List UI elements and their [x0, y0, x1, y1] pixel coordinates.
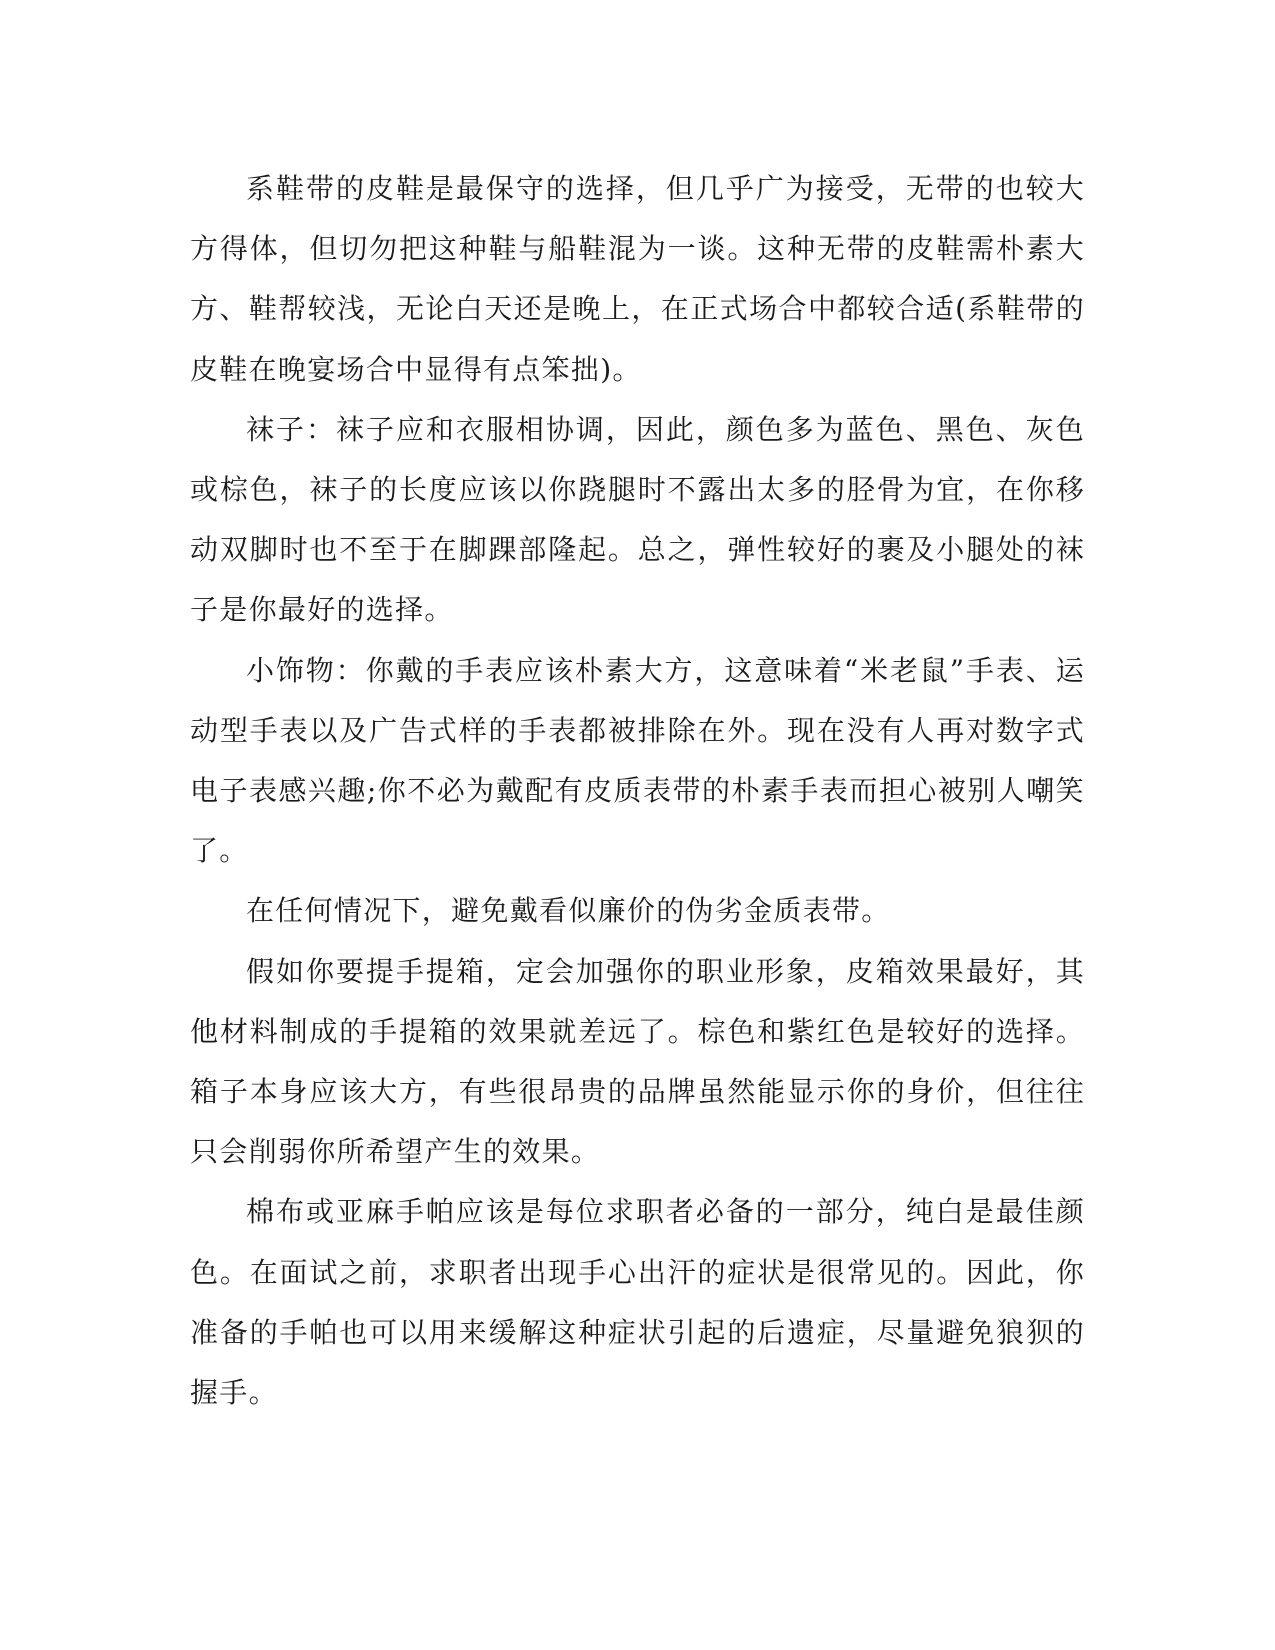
paragraph-shoes: 系鞋带的皮鞋是最保守的选择，但几乎广为接受，无带的也较大方得体，但切勿把这种鞋与船鞋混为一谈。这种无带的皮鞋需朴素大方、鞋帮较浅，无论白天还是晚上，在正式场合中都较合适(系鞋带的皮鞋在晚宴场合中显得有点笨拙)。: [190, 172, 1085, 386]
paragraph-socks: 袜子：袜子应和衣服相协调，因此，颜色多为蓝色、黑色、灰色或棕色，袜子的长度应该以你跷腿时不露出太多的胫骨为宜，在你移动双脚时也不至于在脚踝部隆起。总之，弹性较好的裹及小腿处的袜子是你最好的选择。: [190, 412, 1085, 627]
paragraph-accessories: 小饰物：你戴的手表应该朴素大方，这意味着“米老鼠”手表、运动型手表以及广告式样的手表都被排除在外。现在没有人再对数字式电子表感兴趣;你不必为戴配有皮质表带的朴素手表而担心被别人嘲笑了。: [190, 653, 1085, 868]
paragraph-briefcase: 假如你要提手提箱，定会加强你的职业形象，皮箱效果最好，其他材料制成的手提箱的效果就差远了。棕色和紫红色是较好的选择。箱子本身应该大方，有些很昂贵的品牌虽然能显示你的身价，但往往只会削弱你所希望产生的效果。: [190, 954, 1085, 1169]
document-body: [190, 159, 1085, 1423]
paragraph-watchband: 在任何情况下，避免戴看似廉价的伪劣金质表带。: [246, 894, 891, 928]
paragraph-handkerchief: 棉布或亚麻手帕应该是每位求职者必备的一部分，纯白是最佳颜色。在面试之前，求职者出现手心出汗的症状是很常见的。因此，你准备的手帕也可以用来缓解这种症状引起的后遗症，尽量避免狼狈的握手。: [190, 1195, 1085, 1410]
